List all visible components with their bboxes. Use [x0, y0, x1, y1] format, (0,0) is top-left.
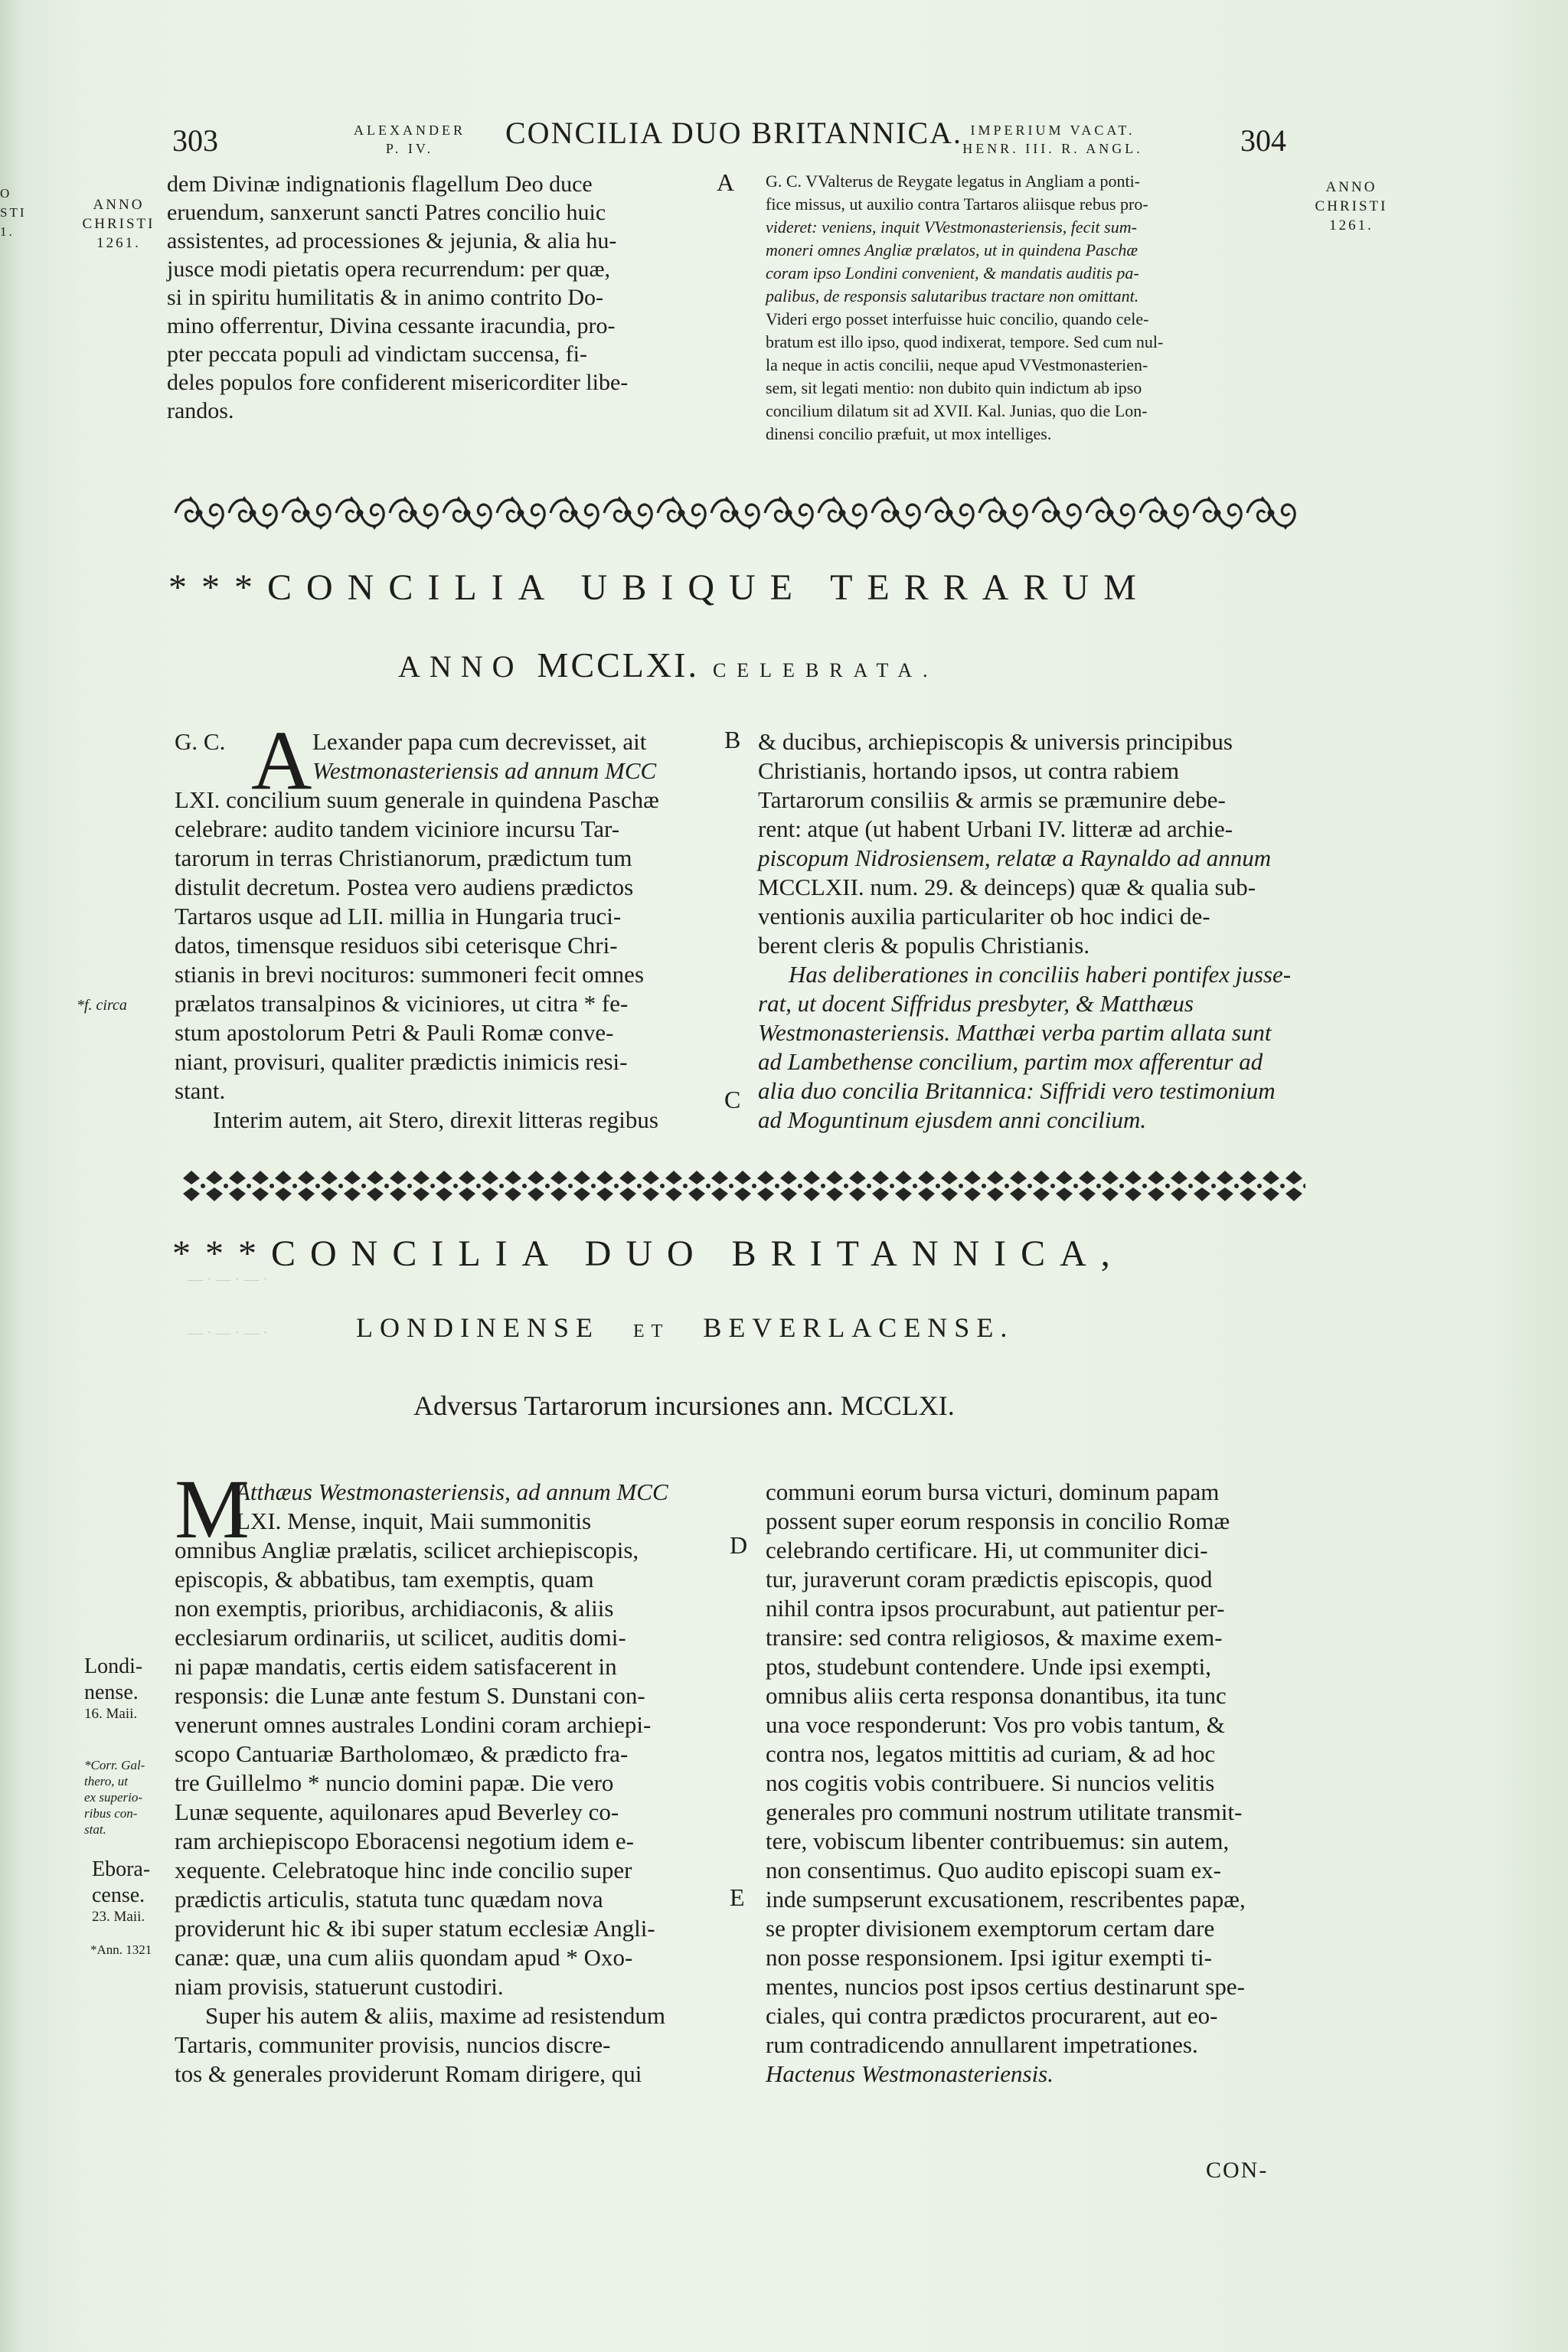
- text-line: venerunt omnes australes Londini coram archiepi-: [175, 1711, 652, 1738]
- text-line: tere, vobiscum libenter contribuemus: sin autem,: [766, 1828, 1230, 1854]
- subtitle-londinense: LONDINENSE: [356, 1312, 599, 1343]
- text-line: randos.: [167, 398, 234, 423]
- ornament-star-icon: [275, 1171, 297, 1201]
- text-line: contra nos, legatos mittitis ad curiam, & ad hoc: [766, 1740, 1216, 1767]
- text-line: ventionis auxilia particulariter ob hoc indici de-: [758, 903, 1210, 929]
- subtitle-anno: ANNO: [398, 649, 524, 684]
- anno-right-2: CHRISTI: [1315, 198, 1388, 214]
- ornament-star-icon: [619, 1171, 642, 1201]
- text-line: tarorum in terras Christianorum, prædictum tum: [175, 844, 632, 871]
- ebor-line1: Ebora-: [92, 1857, 151, 1881]
- ebor-line2: cense.: [92, 1883, 145, 1907]
- ornament-scroll-icon: [1140, 496, 1187, 530]
- ornament-star-icon: [459, 1171, 481, 1201]
- top-right-column: [766, 170, 1302, 446]
- section2-subtitle: [356, 1312, 1014, 1344]
- text-line: eruendum, sanxerunt sancti Patres concilio huic: [167, 200, 606, 225]
- text-line: dem Divinæ indignationis flagellum Deo duce: [167, 172, 593, 197]
- ornament-star-icon: [1263, 1171, 1285, 1201]
- mid-left-column: [175, 714, 726, 1135]
- ornament-star-icon: [895, 1171, 917, 1201]
- ornament-star-row-icon: [180, 1168, 1305, 1206]
- text-line: Christianis, hortando ipsos, ut contra rabiem: [758, 757, 1180, 784]
- text-line: Westmonasteriensis ad annum MCC: [312, 757, 657, 784]
- text-line: Tartaris, communiter provisis, nuncios discre-: [175, 2031, 611, 2058]
- ornament-star-icon: [1125, 1171, 1147, 1201]
- text-line: Tartarorum consiliis & armis se præmunire debe-: [758, 786, 1226, 813]
- ornament-star-icon: [688, 1171, 710, 1201]
- text-line: xequente. Celebratoque hinc inde concilio super: [175, 1857, 632, 1883]
- ebor-line3: 23. Maii.: [92, 1909, 145, 1925]
- text-line: stum apostolorum Petri & Pauli Romæ conve-: [175, 1019, 614, 1046]
- text-line: Westmonasteriensis. Matthæi verba partim allata sunt: [758, 1019, 1272, 1046]
- running-head-left-note: [337, 121, 482, 158]
- text-line: ecclesiarum ordinariis, ut scilicet, auditis domi-: [175, 1624, 626, 1651]
- text-line: non consentimus. Quo audito episcopi suam ex-: [766, 1857, 1221, 1883]
- ornament-scroll-icon: [604, 496, 652, 530]
- right-note-line1: IMPERIUM VACAT.: [970, 122, 1135, 138]
- edge-line2: STI: [0, 205, 27, 220]
- text-line: nihil contra ipsos procurabunt, aut patientur per-: [766, 1595, 1225, 1622]
- text-line: Super his autem & aliis, maxime ad resistendum: [205, 2002, 665, 2029]
- margin-ann-note: *Ann. 1321: [90, 1942, 152, 1957]
- text-line: palibus, de responsis salutaribus tractare non omittant.: [766, 286, 1139, 305]
- ornament-scroll-icon: [172, 490, 1298, 536]
- running-head-right-note: [949, 121, 1156, 158]
- text-line: mino offerrentur, Divina cessante iracundia, pro-: [167, 313, 616, 338]
- ornament-star-icon: [642, 1171, 665, 1201]
- ornament-scroll-icon: [283, 496, 330, 530]
- text-line: celebrare: audito tandem viciniore incursu Tar-: [175, 815, 620, 842]
- ornament-band-middle: [180, 1168, 1305, 1206]
- text-line: alia duo concilia Britannica: Siffridi vero testimonium: [758, 1077, 1276, 1104]
- ornament-star-icon: [367, 1171, 389, 1201]
- ornament-scroll-icon: [175, 496, 223, 530]
- ornament-star-icon: [206, 1171, 228, 1201]
- text-line: deles populos fore confiderent misericorditer libe-: [167, 370, 629, 395]
- section-letter-c: C: [724, 1086, 741, 1113]
- text-line: moneri omnes Angliæ prælatos, ut in quindena Paschæ: [766, 240, 1138, 260]
- text-line: inde sumpserunt excusationem, rescribentes papæ,: [766, 1886, 1246, 1913]
- ornament-scroll-icon: [443, 496, 491, 530]
- left-note-line1: ALEXANDER: [354, 122, 466, 138]
- text-line: communi eorum bursa victuri, dominum papam: [766, 1478, 1220, 1505]
- text-line: pter peccata populi ad vindictam succensa, fi-: [167, 341, 587, 367]
- right-note-line2: HENR. III. R. ANGL.: [962, 141, 1143, 156]
- margin-correction-note: [84, 1757, 172, 1838]
- text-line: rent: atque (ut habent Urbani IV. litteræ ad archie-: [758, 815, 1233, 842]
- ornament-star-icon: [298, 1171, 320, 1201]
- text-line: canæ: quæ, una cum aliis quondam apud * Oxo-: [175, 1944, 633, 1971]
- text-line: Tartaros usque ad LII. millia in Hungaria truci-: [175, 903, 622, 929]
- ornament-scroll-icon: [926, 496, 973, 530]
- ornament-star-icon: [550, 1171, 573, 1201]
- ornament-star-icon: [849, 1171, 871, 1201]
- text-line: LXI. Mense, inquit, Maii summonitis: [236, 1508, 592, 1534]
- section2-title: ***CONCILIA DUO BRITANNICA,: [172, 1233, 1125, 1274]
- left-note-line2: P. IV.: [385, 141, 434, 156]
- text-line: assistentes, ad processiones & jejunia, & alia hu-: [167, 228, 617, 253]
- ornament-scroll-icon: [872, 496, 920, 530]
- ornament-scroll-icon: [658, 496, 705, 530]
- subtitle-et: ET: [632, 1321, 670, 1341]
- text-line: si in spiritu humilitatis & in animo contrito Do-: [167, 285, 603, 310]
- ornament-star-icon: [826, 1171, 848, 1201]
- text-line: non exemptis, prioribus, archidiaconis, & aliis: [175, 1595, 614, 1622]
- text-line: transire: sed contra religiosos, & maxime exem-: [766, 1624, 1223, 1651]
- ornament-band-top: [172, 490, 1298, 536]
- text-line: Lunæ sequente, aquilonares apud Beverley co-: [175, 1798, 619, 1825]
- ornament-star-icon: [1079, 1171, 1101, 1201]
- corr-line2: thero, ut: [84, 1774, 128, 1788]
- text-line: omnibus Angliæ prælatis, scilicet archiepiscopis,: [175, 1537, 639, 1563]
- corr-line5: stat.: [84, 1822, 106, 1837]
- text-line: piscopum Nidrosiensem, relatæ a Raynaldo ad annum: [758, 844, 1272, 871]
- text-line: datos, timensque residuos sibi ceterisque Chri-: [175, 932, 618, 959]
- text-line: mentes, nuncios post ipsos certius destinarunt spe-: [766, 1973, 1245, 2000]
- section1-title: ***CONCILIA UBIQUE TERRARUM: [168, 567, 1151, 608]
- text-line: niant, provisuri, qualiter prædictis inimicis resi-: [175, 1048, 628, 1075]
- text-line: una voce responderunt: Vos pro vobis tantum, &: [766, 1711, 1225, 1738]
- text-line: Has deliberationes in conciliis haberi pontifex jusse-: [789, 961, 1292, 988]
- ornament-star-icon: [183, 1171, 205, 1201]
- drop-capital-m: M: [175, 1462, 250, 1556]
- anno-right-1: ANNO: [1325, 179, 1377, 195]
- text-line: niam provisis, statuerunt custodiri.: [175, 1973, 504, 2000]
- ornament-star-icon: [596, 1171, 619, 1201]
- corr-line3: ex superio-: [84, 1790, 143, 1805]
- ornament-star-icon: [941, 1171, 963, 1201]
- mid-right-column: [758, 727, 1309, 1135]
- text-line: rat, ut docent Siffridus presbyter, & Matthæus: [758, 990, 1194, 1017]
- ornament-star-icon: [1056, 1171, 1078, 1201]
- text-line: Hactenus Westmonasteriensis.: [766, 2060, 1054, 2087]
- londi-line2: nense.: [84, 1681, 139, 1704]
- text-line: G. C. VValterus de Reygate legatus in Angliam a ponti-: [766, 172, 1141, 191]
- ornament-star-icon: [665, 1171, 688, 1201]
- subtitle-year: MCCLXI.: [537, 645, 699, 684]
- ornament-star-icon: [573, 1171, 596, 1201]
- text-line: fice missus, ut auxilio contra Tartaros aliisque rebus pro-: [766, 194, 1148, 214]
- londi-line3: 16. Maii.: [84, 1706, 138, 1722]
- text-line: non posse responsionem. Ipsi igitur exempti ti-: [766, 1944, 1212, 1971]
- ornament-star-icon: [1148, 1171, 1170, 1201]
- text-line: prædictis articulis, statuta tunc quædam nova: [175, 1886, 603, 1913]
- catchword: CON-: [1206, 2158, 1269, 2183]
- ornament-star-icon: [757, 1171, 779, 1201]
- text-line: nos cogitis vobis contribuere. Si nuncios velitis: [766, 1769, 1215, 1796]
- folio-left: 303: [172, 123, 218, 158]
- ornament-star-icon: [918, 1171, 940, 1201]
- text-line: sem, sit legati mentio: non dubito quin indictum ab ipso: [766, 378, 1142, 397]
- text-line: dinensi concilio præfuit, ut mox intelliges.: [766, 424, 1052, 443]
- ornament-star-icon: [1285, 1171, 1305, 1201]
- ornament-star-icon: [252, 1171, 274, 1201]
- ornament-scroll-icon: [1247, 496, 1295, 530]
- text-line: LXI. concilium suum generale in quindena Paschæ: [175, 786, 659, 813]
- subtitle-rest: CELEBRATA.: [712, 659, 939, 681]
- drop-capital-a: A: [251, 714, 312, 807]
- ornament-star-icon: [321, 1171, 343, 1201]
- corr-line1: *Corr. Gal-: [84, 1758, 145, 1772]
- ornament-star-icon: [987, 1171, 1009, 1201]
- ornament-scroll-icon: [1086, 496, 1134, 530]
- margin-anno-left: [73, 195, 165, 253]
- text-line: stianis in brevi nocituros: summoneri fecit omnes: [175, 961, 645, 988]
- margin-eboracense: [92, 1857, 176, 1926]
- londi-line1: Londi-: [84, 1655, 143, 1678]
- anno-right-3: 1261.: [1329, 217, 1374, 234]
- section2-adversus: Adversus Tartarorum incursiones ann. MCCLXI.: [413, 1390, 955, 1421]
- top-left-column: [167, 170, 707, 425]
- anno-left-3: 1261.: [96, 235, 141, 251]
- text-line: & ducibus, archiepiscopis & universis principibus: [758, 728, 1233, 755]
- ornament-star-icon: [1033, 1171, 1055, 1201]
- show-through-text: — · — · — ·: [188, 1325, 268, 1341]
- ornament-scroll-icon: [765, 496, 812, 530]
- text-line: celebrando certificare. Hi, ut communiter dici-: [766, 1537, 1208, 1563]
- text-line: ad Lambethense concilium, partim mox afferentur ad: [758, 1048, 1263, 1075]
- section-letter-b: B: [724, 726, 741, 753]
- siglum-gc: G. C.: [175, 728, 226, 755]
- anno-left-2: CHRISTI: [82, 216, 155, 232]
- text-line: scopo Cantuariæ Bartholomæo, & prædicto fra-: [175, 1740, 629, 1767]
- ornament-star-icon: [344, 1171, 366, 1201]
- text-line: ram archiepiscopo Eboracensi negotium idem e-: [175, 1828, 634, 1854]
- edge-line1: O: [0, 186, 12, 201]
- ornament-star-icon: [964, 1171, 986, 1201]
- text-line: tos & generales providerunt Romam dirigere, qui: [175, 2060, 642, 2087]
- text-line: berent cleris & populis Christianis.: [758, 932, 1090, 959]
- margin-londinense: [84, 1654, 168, 1723]
- ornament-star-icon: [803, 1171, 825, 1201]
- low-right-column: [766, 1478, 1313, 2089]
- ornament-star-icon: [505, 1171, 527, 1201]
- text-line: possent super eorum responsis in concilio Romæ: [766, 1508, 1230, 1534]
- text-line: ciales, qui contra prædictos procurarent, aut eo-: [766, 2002, 1218, 2029]
- section-letter-e: E: [730, 1883, 745, 1911]
- text-line: Videri ergo posset interfuisse huic concilio, quando cele-: [766, 309, 1149, 328]
- ornament-star-icon: [390, 1171, 412, 1201]
- ornament-scroll-icon: [229, 496, 276, 530]
- text-line: episcopis, & abbatibus, tam exemptis, quam: [175, 1566, 594, 1592]
- ornament-star-icon: [436, 1171, 458, 1201]
- text-line: omnibus aliis certa responsa donantibus, ita tunc: [766, 1682, 1227, 1709]
- text-line: se propter divisionem exemptorum certam dare: [766, 1915, 1215, 1942]
- text-line: ni papæ mandatis, certis eidem satisfacerent in: [175, 1653, 617, 1680]
- ornament-star-icon: [734, 1171, 756, 1201]
- text-line: distulit decretum. Postea vero audiens prædictos: [175, 874, 634, 900]
- ornament-star-icon: [413, 1171, 435, 1201]
- text-line: rum contradicendo annullarent impetrationes.: [766, 2031, 1198, 2058]
- text-line: generales pro communi nostrum utilitate transmit-: [766, 1798, 1243, 1825]
- section-letter-a: A: [717, 168, 735, 196]
- text-line: prælatos transalpinos & viciniores, ut citra * fe-: [175, 990, 629, 1017]
- ornament-scroll-icon: [1033, 496, 1080, 530]
- ornament-scroll-icon: [1194, 496, 1241, 530]
- ornament-star-icon: [1171, 1171, 1193, 1201]
- text-line: concilium dilatum sit ad XVII. Kal. Junias, quo die Lon-: [766, 401, 1148, 420]
- ornament-star-icon: [1240, 1171, 1262, 1201]
- text-line: la neque in actis concilii, neque apud VVestmonasterien-: [766, 355, 1148, 374]
- edge-fragment: [0, 184, 27, 241]
- text-line: Atthæus Westmonasteriensis, ad annum MCC: [236, 1478, 668, 1505]
- edge-line3: 1.: [0, 224, 15, 239]
- ornament-star-icon: [872, 1171, 894, 1201]
- subtitle-beverlacense: BEVERLACENSE.: [703, 1312, 1014, 1343]
- ornament-star-icon: [482, 1171, 504, 1201]
- ornament-scroll-icon: [390, 496, 437, 530]
- margin-circa-note: *f. circa: [77, 997, 127, 1014]
- ornament-scroll-icon: [818, 496, 866, 530]
- text-line: ad Moguntinum ejusdem anni concilium.: [758, 1106, 1147, 1133]
- ornament-star-icon: [1102, 1171, 1124, 1201]
- ornament-star-icon: [528, 1171, 550, 1201]
- text-line: Lexander papa cum decrevisset, ait: [312, 728, 647, 755]
- text-line: jusce modi pietatis opera recurrendum: per quæ,: [167, 256, 610, 282]
- text-line: bratum est illo ipso, quod indixerat, tempore. Sed cum nul-: [766, 332, 1164, 351]
- text-line: MCCLXII. num. 29. & deinceps) quæ & qualia sub-: [758, 874, 1256, 900]
- ornament-star-icon: [1194, 1171, 1216, 1201]
- text-line: tur, juraverunt coram prædictis episcopis, quod: [766, 1566, 1213, 1592]
- corr-line4: ribus con-: [84, 1806, 138, 1821]
- ornament-scroll-icon: [550, 496, 598, 530]
- text-line: responsis: die Lunæ ante festum S. Dunstani con-: [175, 1682, 645, 1709]
- margin-anno-right: [1302, 178, 1401, 235]
- text-line: coram ipso Londini convenient, & mandatis auditis pa-: [766, 263, 1139, 283]
- text-line: stant.: [175, 1077, 226, 1104]
- ornament-star-icon: [1010, 1171, 1032, 1201]
- ornament-star-icon: [711, 1171, 733, 1201]
- running-head-title: CONCILIA DUO BRITANNICA.: [505, 116, 963, 150]
- text-line: videret: veniens, inquit VVestmonasteriensis, fecit sum-: [766, 217, 1137, 237]
- low-left-column: [175, 1462, 730, 2089]
- anno-left-1: ANNO: [93, 197, 145, 213]
- text-line: ptos, studebunt contendere. Unde ipsi exempti,: [766, 1653, 1211, 1680]
- show-through-text: — · — · — ·: [188, 1271, 268, 1288]
- ornament-star-icon: [780, 1171, 802, 1201]
- ornament-scroll-icon: [711, 496, 759, 530]
- ornament-scroll-icon: [336, 496, 384, 530]
- ornament-scroll-icon: [979, 496, 1027, 530]
- ornament-star-icon: [1217, 1171, 1239, 1201]
- section-letter-d: D: [730, 1531, 748, 1559]
- ornament-scroll-icon: [497, 496, 544, 530]
- section1-subtitle: [398, 645, 939, 685]
- ornament-star-icon: [229, 1171, 251, 1201]
- folio-right: 304: [1240, 123, 1286, 158]
- text-line: tre Guillelmo * nuncio domini papæ. Die vero: [175, 1769, 614, 1796]
- text-line: providerunt hic & ibi super statum ecclesiæ Angli-: [175, 1915, 655, 1942]
- text-line: Interim autem, ait Stero, direxit litteras regibus: [213, 1106, 658, 1133]
